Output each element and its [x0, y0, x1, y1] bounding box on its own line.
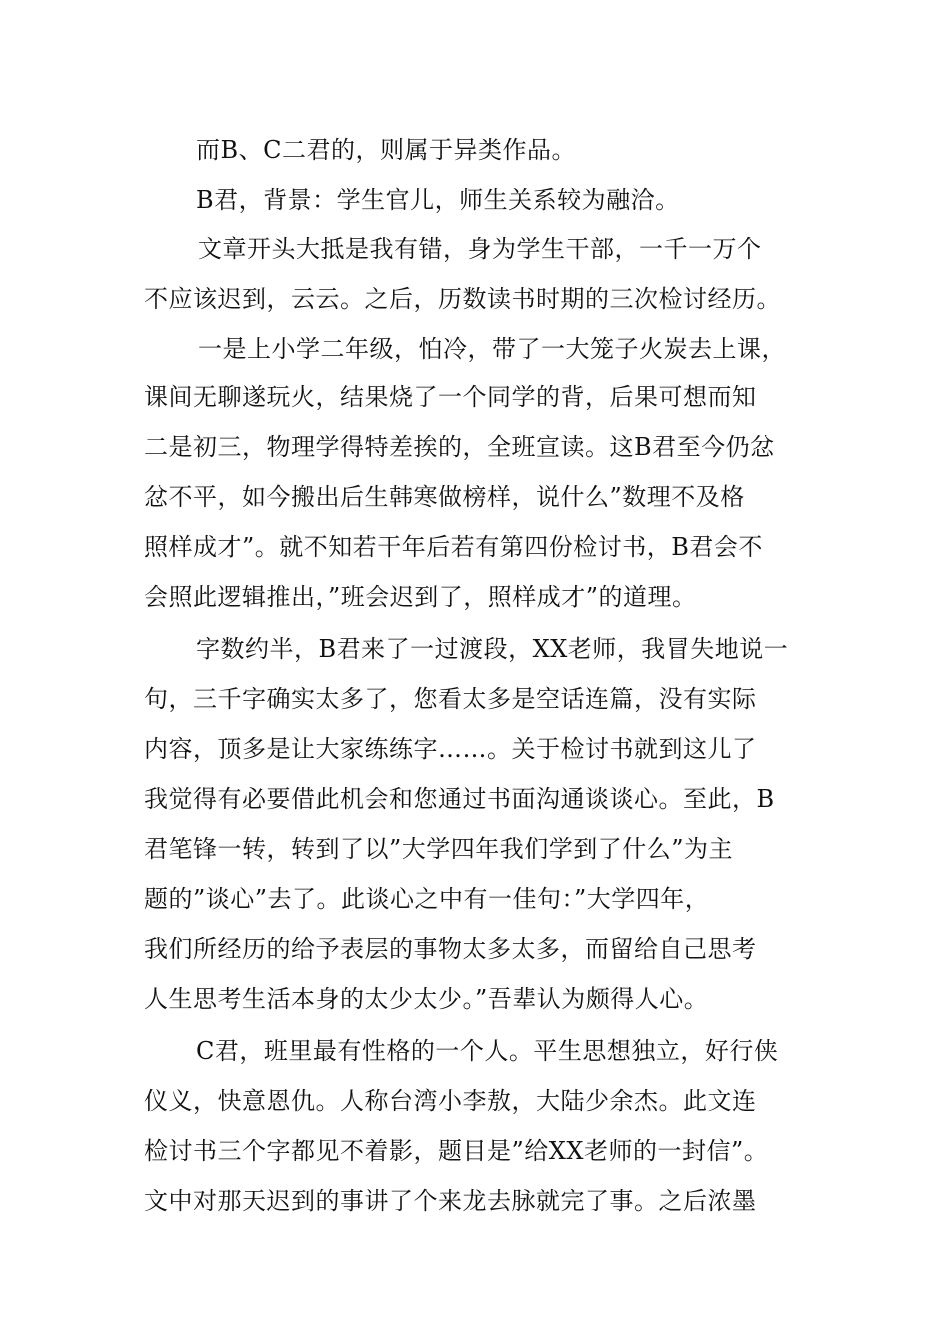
text-line: 句，三千字确实太多了，您看太多是空话连篇，没有实际 [144, 685, 757, 713]
text-line: 内容，顶多是让大家练练字……。关于检讨书就到这儿了 [144, 735, 757, 763]
text-line: C君，班里最有性格的一个人。平生思想独立，好行侠 [196, 1037, 779, 1065]
text-line: 君笔锋一转，转到了以”大学四年我们学到了什么”为主 [144, 835, 734, 863]
text-line: 照样成才”。就不知若干年后若有第四份检讨书，B君会不 [144, 533, 763, 561]
text-line: 我觉得有必要借此机会和您通过书面沟通谈谈心。至此，B [144, 785, 775, 813]
text-line: 不应该迟到，云云。之后，历数读书时期的三次检讨经历。 [144, 285, 781, 313]
text-line: 检讨书三个字都见不着影，题目是”给XX老师的一封信”。 [144, 1137, 769, 1165]
text-line: 我们所经历的给予表层的事物太多太多，而留给自己思考 [144, 935, 757, 963]
text-line: 文章开头大抵是我有错，身为学生干部，一千一万个 [198, 235, 762, 263]
text-line: 二是初三，物理学得特差挨的，全班宣读。这B君至今仍忿 [144, 433, 775, 461]
text-line: 而B、C二君的，则属于异类作品。 [196, 136, 576, 164]
text-line: 会照此逻辑推出，”班会迟到了，照样成才”的道理。 [144, 583, 697, 611]
text-line: 课间无聊遂玩火，结果烧了一个同学的背，后果可想而知 [144, 383, 757, 411]
text-line: B君，背景：学生官儿，师生关系较为融洽。 [196, 186, 680, 214]
text-line: 仪义，快意恩仇。人称台湾小李敖，大陆少余杰。此文连 [144, 1087, 757, 1115]
text-line: 一是上小学二年级，怕冷，带了一大笼子火炭去上课， [198, 335, 786, 363]
text-line: 忿不平，如今搬出后生韩寒做榜样，说什么”数理不及格 [144, 483, 745, 511]
text-line: 字数约半，B君来了一过渡段，XX老师，我冒失地说一 [196, 635, 789, 663]
text-line: 文中对那天迟到的事讲了个来龙去脉就完了事。之后浓墨 [144, 1187, 757, 1215]
text-line: 题的”谈心”去了。此谈心之中有一佳句：”大学四年， [144, 885, 710, 913]
text-line: 人生思考生活本身的太少太少。”吾辈认为颇得人心。 [144, 985, 709, 1013]
